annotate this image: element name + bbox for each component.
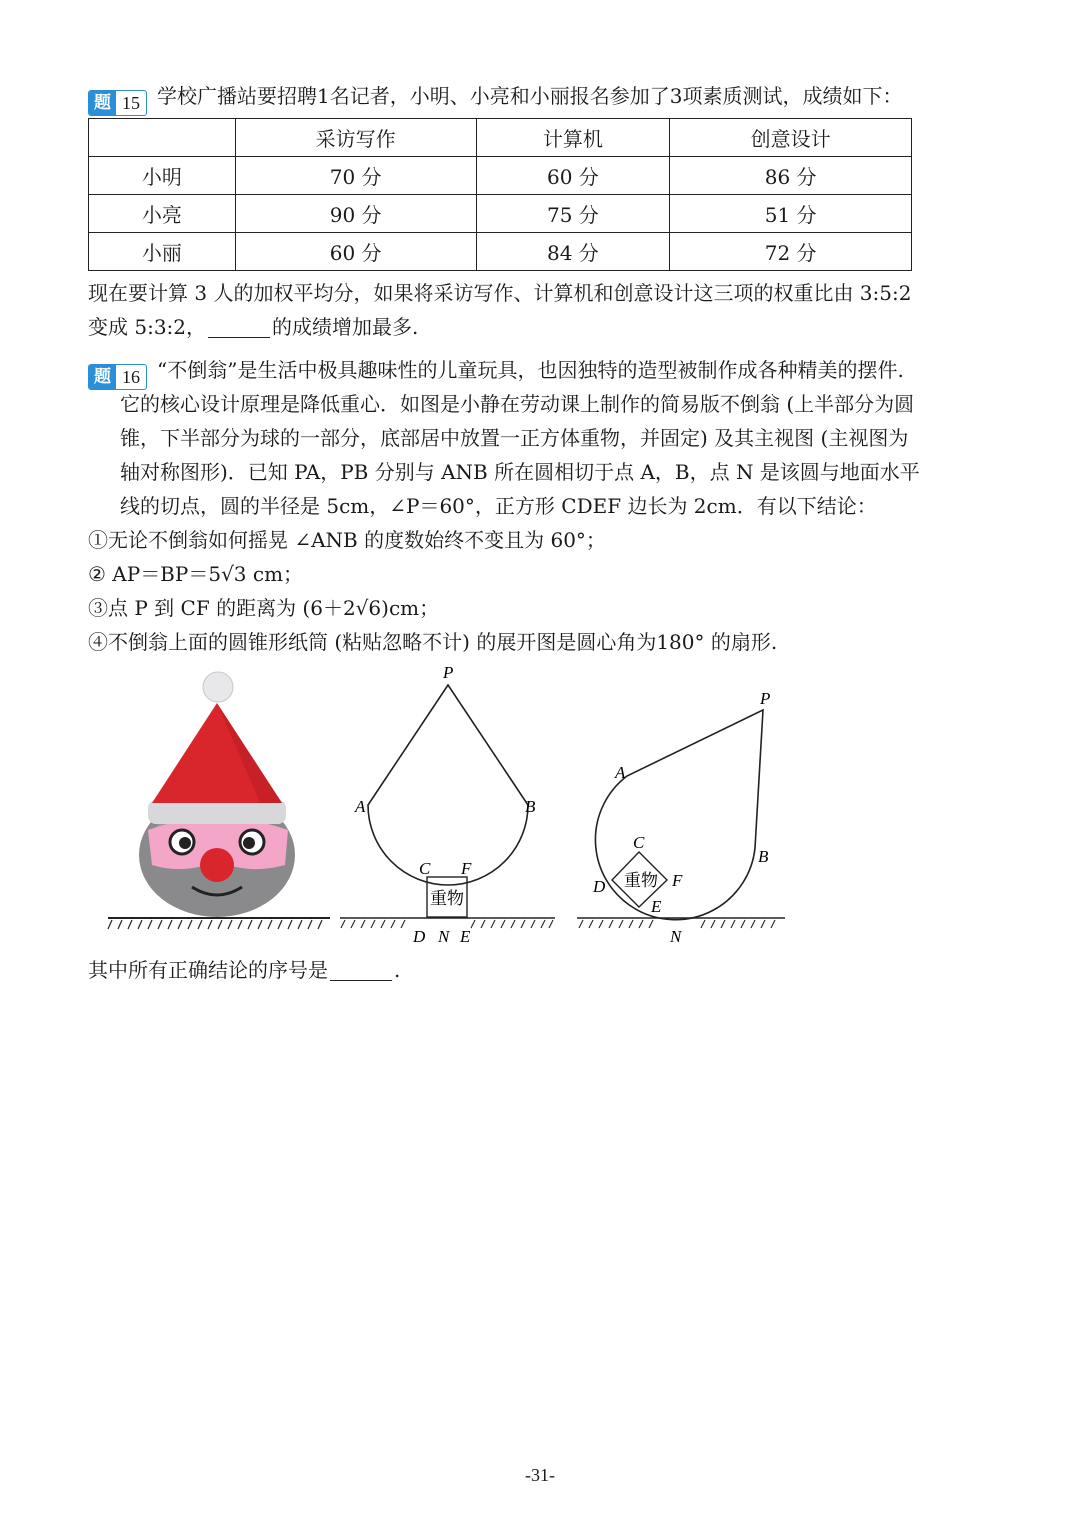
label-E: E (651, 897, 662, 916)
front-view-upright-diagram (335, 660, 560, 950)
q16-final-line (88, 953, 400, 987)
label-B: B (758, 847, 769, 866)
table-row (89, 157, 912, 195)
tumbler-toy-photo (100, 665, 340, 945)
table-header-cell: 计算机 (476, 119, 670, 157)
q15-text-line2a: 变成 5:3:2， (88, 315, 207, 339)
table-row (89, 195, 912, 233)
q16-line2: 它的核心设计原理是降低重心．如图是小静在劳动课上制作的简易版不倒翁 (上半部分为圆 (120, 392, 915, 416)
label-C: C (633, 833, 645, 852)
table-cell: 小明 (89, 157, 236, 195)
label-A: A (355, 797, 366, 816)
q16-line1-text: “不倒翁”是生活中极具趣味性的儿童玩具，也因独特的造型被制作成各种精美的摆件. (157, 358, 904, 382)
badge-label: 题 (89, 91, 116, 115)
toy-hat-pompom (203, 672, 233, 702)
teardrop-outline (368, 685, 528, 885)
q16-line3: 锥，下半部分为球的一部分，底部居中放置一正方体重物，并固定) 及其主视图 (主视图为 (120, 426, 909, 450)
table-cell: 60 分 (235, 233, 476, 271)
label-P: P (443, 663, 454, 682)
weight-label-tilted: 重物 (624, 871, 658, 891)
q16-line5: 线的切点，圆的半径是 5cm，∠P＝60°，正方形 CDEF 边长为 2cm．有以下结论： (120, 494, 877, 518)
q16-line4: 轴对称图形)．已知 PA，PB 分别与 ANB 所在圆相切于点 A，B，点 N 是该圆与地面水平 (120, 460, 920, 484)
label-N: N (670, 927, 682, 946)
label-F: F (461, 859, 472, 878)
label-B: B (525, 797, 536, 816)
label-D: D (413, 927, 426, 946)
toy-nose (200, 848, 234, 882)
label-E: E (460, 927, 471, 946)
q16-conclusion-3: ③点 P 到 CF 的距离为 (6＋2√6)cm； (88, 596, 440, 620)
q16-answer-blank[interactable] (330, 958, 392, 981)
label-F: F (672, 871, 683, 890)
badge-number: 15 (122, 93, 140, 113)
badge-label: 题 (89, 365, 116, 389)
q16-final-text: 其中所有正确结论的序号是 (88, 958, 328, 982)
label-A: A (615, 763, 626, 782)
table-cell: 小丽 (89, 233, 236, 271)
q15-text-line2 (88, 310, 418, 344)
table-cell: 70 分 (235, 157, 476, 195)
label-D: D (593, 877, 606, 896)
badge-number: 16 (122, 367, 140, 387)
q15-badge (88, 90, 147, 116)
page-number: -31- (525, 1465, 555, 1485)
table-cell: 60 分 (476, 157, 670, 195)
table-cell: 86 分 (670, 157, 912, 195)
table-cell: 51 分 (670, 195, 912, 233)
label-P: P (760, 689, 771, 708)
ground-hatching (108, 920, 322, 929)
q15-answer-blank[interactable] (208, 315, 270, 338)
table-cell: 72 分 (670, 233, 912, 271)
label-N: N (438, 927, 450, 946)
table-cell: 84 分 (476, 233, 670, 271)
table-header-cell: 创意设计 (670, 119, 912, 157)
q15-text-line2b: 的成绩增加最多. (272, 315, 419, 339)
table-cell: 90 分 (235, 195, 476, 233)
table-cell: 小亮 (89, 195, 236, 233)
q15-stem-line (88, 79, 902, 116)
q16-conclusion-1: ①无论不倒翁如何摇晃 ∠ANB 的度数始终不变且为 60°； (88, 528, 606, 552)
q15-stem: 学校广播站要招聘1名记者，小明、小亮和小丽报名参加了3项素质测试，成绩如下： (157, 84, 903, 108)
q16-line1 (88, 353, 904, 390)
weight-label: 重物 (430, 889, 464, 909)
q15-text-line1: 现在要计算 3 人的加权平均分，如果将采访写作、计算机和创意设计这三项的权重比由 3:5:2 (88, 281, 912, 305)
q16-conclusion-4: ④不倒翁上面的圆锥形纸筒 (粘贴忽略不计) 的展开图是圆心角为180° 的扇形. (88, 630, 778, 654)
q16-final-period: . (394, 958, 401, 982)
label-C: C (419, 859, 431, 878)
table-header-cell (89, 119, 236, 157)
toy-hat-brim (148, 800, 286, 824)
table-header-cell: 采访写作 (235, 119, 476, 157)
table-header-row (89, 119, 912, 157)
table-row (89, 233, 912, 271)
table-cell: 75 分 (476, 195, 670, 233)
q15-score-table (88, 118, 912, 271)
q16-conclusion-2: ② AP＝BP＝5√3 cm； (88, 562, 304, 586)
front-view-tilted-diagram (575, 680, 790, 950)
